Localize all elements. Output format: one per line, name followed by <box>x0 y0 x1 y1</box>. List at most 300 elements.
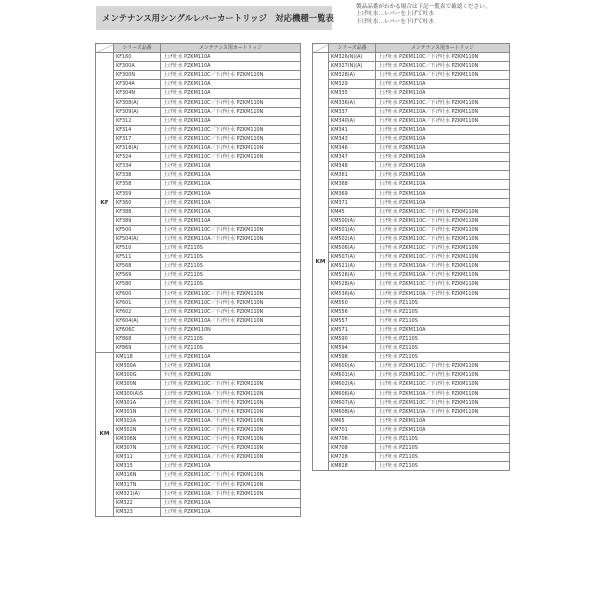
cartridge-cell: 上げ吐水 PZ110S <box>376 453 510 462</box>
table-row <box>313 425 510 434</box>
table-row <box>96 234 301 243</box>
cartridge-cell: 上げ吐水 PZKM110C／下げ吐水 PZKM110N <box>161 480 301 489</box>
series-code-cell: KF304A <box>114 80 161 89</box>
series-code-cell: KM526(A) <box>329 271 376 280</box>
cartridge-cell: 上げ吐水 PZKM110A <box>161 89 301 98</box>
series-code-cell: KF334 <box>114 162 161 171</box>
cartridge-cell: 上げ吐水 PZ110S <box>376 335 510 344</box>
cartridge-cell: 上げ吐水 PZKM110A <box>376 125 510 134</box>
series-code-cell: KM341 <box>329 125 376 134</box>
cartridge-cell: 上げ吐水 PZKM110A <box>376 144 510 153</box>
table-row <box>313 198 510 207</box>
table-row <box>96 353 301 362</box>
cartridge-cell: 上げ吐水 PZKM110A <box>161 162 301 171</box>
cartridge-cell: 上げ吐水 PZKM110A <box>376 162 510 171</box>
series-code-cell: KM118 <box>114 353 161 362</box>
table-row <box>313 80 510 89</box>
series-code-cell: KM502(A) <box>329 234 376 243</box>
cartridge-cell: 上げ吐水 PZKM110C／下げ吐水 PZKM110N <box>161 98 301 107</box>
table-row <box>96 316 301 325</box>
series-code-cell: KM323 <box>114 507 161 516</box>
header-cartridge: メンテナンス用カートリッジ <box>376 44 510 53</box>
series-code-cell: KM601(A) <box>329 371 376 380</box>
series-code-cell: KF510 <box>114 244 161 253</box>
series-code-cell: KM347 <box>329 153 376 162</box>
series-code-cell: KF504(A) <box>114 234 161 243</box>
cartridge-cell: 上げ吐水 PZ110S <box>376 316 510 325</box>
series-code-cell: KM708 <box>329 444 376 453</box>
cartridge-cell: 上げ吐水 PZKM110C／下げ吐水 PZKM110N <box>376 371 510 380</box>
table-row <box>313 353 510 362</box>
table-row <box>313 244 510 253</box>
table-row <box>96 162 301 171</box>
series-group-label: KM <box>313 53 329 471</box>
series-code-cell: KM528(A) <box>329 280 376 289</box>
table-row <box>313 144 510 153</box>
table-row <box>313 234 510 243</box>
cartridge-cell: 上げ吐水 PZKM110C／下げ吐水 PZKM110N <box>376 280 510 289</box>
table-row <box>96 380 301 389</box>
table-row <box>96 280 301 289</box>
cartridge-cell: 上げ吐水 PZKM110C／下げ吐水 PZKM110N <box>161 298 301 307</box>
cartridge-cell: 上げ吐水 PZKM110A／下げ吐水 PZKM110N <box>161 453 301 462</box>
cartridge-cell: 上げ吐水 PZ110S <box>161 335 301 344</box>
series-code-cell: KF500 <box>114 225 161 234</box>
cartridge-cell: 上げ吐水 PZ110S <box>376 298 510 307</box>
series-code-cell: KF569 <box>114 271 161 280</box>
table-header-row <box>96 44 301 53</box>
series-group-label: KF <box>96 53 114 353</box>
cartridge-cell: 上げ吐水 PZKM110C／下げ吐水 PZKM110N <box>161 289 301 298</box>
series-code-cell: KM328(A) <box>329 71 376 80</box>
table-row <box>313 453 510 462</box>
series-code-cell: KM536(A) <box>329 289 376 298</box>
series-code-cell: KF358 <box>114 180 161 189</box>
table-row <box>96 98 301 107</box>
header-corner <box>313 44 329 53</box>
note-line: 上げ吐水…レバーを上げて吐水 <box>356 11 434 18</box>
right-compatibility-table <box>312 43 510 471</box>
series-code-cell: KM368 <box>329 180 376 189</box>
series-code-cell: KM301N <box>114 407 161 416</box>
series-code-cell: KM326(N)(A) <box>329 53 376 62</box>
cartridge-cell: 上げ吐水 PZKM110C／下げ吐水 PZKM110N <box>161 471 301 480</box>
series-code-cell: KF600 <box>114 289 161 298</box>
table-row <box>313 462 510 471</box>
series-code-cell: KF338 <box>114 171 161 180</box>
series-code-cell: KM302A <box>114 416 161 425</box>
cartridge-cell: 上げ吐水 PZKM110A <box>161 216 301 225</box>
cartridge-cell: 下げ吐水 PZKM110N <box>161 325 301 334</box>
cartridge-cell: 上げ吐水 PZKM110A <box>161 507 301 516</box>
series-code-cell: KF868 <box>114 335 161 344</box>
series-code-cell: KM336(A) <box>329 98 376 107</box>
series-code-cell: KF606C <box>114 325 161 334</box>
series-code-cell: KM348 <box>329 162 376 171</box>
cartridge-cell: 上げ吐水 PZKM110C／下げ吐水 PZKM110N <box>376 398 510 407</box>
series-code-cell: KM369 <box>329 189 376 198</box>
table-row <box>96 171 301 180</box>
table-row <box>313 389 510 398</box>
cartridge-cell: 上げ吐水 PZKM110C／下げ吐水 PZKM110N <box>161 71 301 80</box>
series-code-cell: KM321(A) <box>114 489 161 498</box>
table-row <box>96 407 301 416</box>
table-row <box>96 253 301 262</box>
table-row <box>96 107 301 116</box>
series-code-cell: KM600(A) <box>329 362 376 371</box>
cartridge-cell: 上げ吐水 PZ110S <box>376 435 510 444</box>
table-row <box>96 480 301 489</box>
cartridge-cell: 上げ吐水 PZKM110A／下げ吐水 PZKM110N <box>376 116 510 125</box>
cartridge-cell: 上げ吐水 PZKM110A <box>161 171 301 180</box>
cartridge-cell: 上げ吐水 PZ110S <box>376 344 510 353</box>
series-code-cell: KM608(A) <box>329 407 376 416</box>
series-code-cell: KM594 <box>329 344 376 353</box>
right-table-body <box>313 53 510 471</box>
table-row <box>96 425 301 434</box>
series-code-cell: KM317N <box>114 480 161 489</box>
table-row <box>313 62 510 71</box>
series-code-cell: KM329 <box>329 80 376 89</box>
table-row <box>313 207 510 216</box>
cartridge-cell: 上げ吐水 PZ110S <box>161 262 301 271</box>
series-code-cell: KF308(A) <box>114 98 161 107</box>
cartridge-cell: 上げ吐水 PZKM110A <box>161 353 301 362</box>
table-row <box>313 380 510 389</box>
series-code-cell: KF601 <box>114 298 161 307</box>
cartridge-cell: 上げ吐水 PZKM110C／下げ吐水 PZKM110N <box>376 98 510 107</box>
cartridge-cell: 上げ吐水 PZKM110C／下げ吐水 PZKM110N <box>376 62 510 71</box>
note-line: 下げ吐水…レバーを下げて吐水 <box>356 18 434 25</box>
table-row <box>96 244 301 253</box>
table-row <box>96 207 301 216</box>
cartridge-cell: 上げ吐水 PZKM110A <box>376 89 510 98</box>
cartridge-cell: 上げ吐水 PZKM110A <box>161 498 301 507</box>
table-row <box>313 253 510 262</box>
series-code-cell: KM300G <box>114 371 161 380</box>
series-code-cell: KF604(A) <box>114 316 161 325</box>
cartridge-cell: 上げ吐水 PZKM110C／下げ吐水 PZKM110N <box>161 134 301 143</box>
cartridge-cell: 上げ吐水 PZ110S <box>376 353 510 362</box>
header-corner <box>96 44 114 53</box>
cartridge-cell: 上げ吐水 PZKM110C／下げ吐水 PZKM110N <box>161 225 301 234</box>
series-group-label: KM <box>96 353 114 517</box>
cartridge-cell: 上げ吐水 PZKM110A <box>376 416 510 425</box>
table-row <box>313 407 510 416</box>
cartridge-cell: 上げ吐水 PZKM110A／下げ吐水 PZKM110N <box>376 107 510 116</box>
series-code-cell: KM556 <box>329 307 376 316</box>
series-code-cell: KM598 <box>329 353 376 362</box>
series-code-cell: KF580 <box>114 280 161 289</box>
table-row <box>313 307 510 316</box>
series-code-cell: KF360 <box>114 198 161 207</box>
cartridge-cell: 上げ吐水 PZKM110C／下げ吐水 PZKM110N <box>376 207 510 216</box>
table-row <box>96 471 301 480</box>
table-row <box>96 225 301 234</box>
cartridge-cell: 上げ吐水 PZ110S <box>161 253 301 262</box>
series-code-cell: KM322 <box>114 498 161 507</box>
series-code-cell: KM506(A) <box>329 244 376 253</box>
cartridge-cell: 上げ吐水 PZKM110A <box>161 80 301 89</box>
table-row <box>313 344 510 353</box>
table-row <box>313 53 510 62</box>
cartridge-cell: 上げ吐水 PZKM110C／下げ吐水 PZKM110N <box>376 244 510 253</box>
cartridge-cell: 上げ吐水 PZKM110A <box>376 325 510 334</box>
series-code-cell: KM557 <box>329 316 376 325</box>
cartridge-cell: 上げ吐水 PZKM110A <box>161 189 301 198</box>
series-code-cell: KF511 <box>114 253 161 262</box>
series-code-cell: KM606(A) <box>329 389 376 398</box>
series-code-cell: KM590 <box>329 335 376 344</box>
cartridge-cell: 上げ吐水 PZKM110C／下げ吐水 PZKM110N <box>161 307 301 316</box>
series-code-cell: KF389 <box>114 216 161 225</box>
table-row <box>96 507 301 516</box>
cartridge-cell: 上げ吐水 PZKM110C／下げ吐水 PZKM110N <box>161 425 301 434</box>
cartridge-cell: 下げ吐水 PZKM110N <box>161 371 301 380</box>
cartridge-cell: 上げ吐水 PZKM110C／下げ吐水 PZKM110N <box>376 53 510 62</box>
cartridge-cell: 上げ吐水 PZKM110A <box>376 171 510 180</box>
series-code-cell: KM306N <box>114 435 161 444</box>
series-code-cell: KM343 <box>329 134 376 143</box>
header-cartridge: メンテナンス用カートリッジ <box>161 44 301 53</box>
cartridge-cell: 上げ吐水 PZKM110A <box>161 462 301 471</box>
cartridge-cell: 上げ吐水 PZKM110A <box>376 153 510 162</box>
series-code-cell: KM501(A) <box>329 225 376 234</box>
series-code-cell: KF304N <box>114 89 161 98</box>
table-row <box>96 362 301 371</box>
cartridge-cell: 上げ吐水 PZKM110C／下げ吐水 PZKM110N <box>376 362 510 371</box>
table-row <box>96 489 301 498</box>
table-row <box>96 189 301 198</box>
series-code-cell: KF324 <box>114 153 161 162</box>
series-code-cell: KF869 <box>114 344 161 353</box>
table-row <box>96 398 301 407</box>
series-code-cell: KM311 <box>114 453 161 462</box>
series-code-cell: KM301A <box>114 398 161 407</box>
cartridge-cell: 上げ吐水 PZKM110A <box>161 62 301 71</box>
header-series: シリーズ品番 <box>114 44 161 53</box>
series-code-cell: KF602 <box>114 307 161 316</box>
table-row <box>96 416 301 425</box>
table-row <box>96 62 301 71</box>
table-row <box>96 89 301 98</box>
table-row <box>96 462 301 471</box>
table-row <box>96 444 301 453</box>
series-code-cell: KM340(A) <box>329 116 376 125</box>
series-code-cell: KM361 <box>329 171 376 180</box>
table-row <box>313 125 510 134</box>
table-row <box>313 298 510 307</box>
cartridge-cell: 上げ吐水 PZKM110A／下げ吐水 PZKM110N <box>161 489 301 498</box>
series-code-cell: KF300N <box>114 71 161 80</box>
table-row <box>313 371 510 380</box>
cartridge-cell: 上げ吐水 PZKM110A／下げ吐水 PZKM110N <box>161 416 301 425</box>
series-code-cell: KF314 <box>114 125 161 134</box>
cartridge-cell: 上げ吐水 PZKM110C／下げ吐水 PZKM110N <box>161 444 301 453</box>
table-row <box>313 116 510 125</box>
series-code-cell: KM335 <box>329 89 376 98</box>
table-row <box>313 180 510 189</box>
table-row <box>96 453 301 462</box>
left-table-body <box>96 53 301 517</box>
series-code-cell: KM828 <box>329 462 376 471</box>
table-row <box>96 298 301 307</box>
table-row <box>313 216 510 225</box>
table-row <box>96 389 301 398</box>
cartridge-cell: 上げ吐水 PZKM110C／下げ吐水 PZKM110N <box>376 380 510 389</box>
cartridge-cell: 上げ吐水 PZKM110A／下げ吐水 PZKM110N <box>161 398 301 407</box>
table-row <box>96 216 301 225</box>
cartridge-cell: 上げ吐水 PZKM110A／下げ吐水 PZKM110N <box>161 144 301 153</box>
usage-note <box>356 4 600 26</box>
table-row <box>96 325 301 334</box>
series-code-cell: KF388 <box>114 207 161 216</box>
series-code-cell: KM346 <box>329 144 376 153</box>
cartridge-cell: 上げ吐水 PZKM110A <box>161 362 301 371</box>
cartridge-cell: 上げ吐水 PZKM110A <box>161 180 301 189</box>
table-row <box>313 316 510 325</box>
cartridge-cell: 上げ吐水 PZKM110A <box>161 116 301 125</box>
cartridge-cell: 上げ吐水 PZ110S <box>376 462 510 471</box>
table-row <box>313 89 510 98</box>
series-code-cell: KM571 <box>329 325 376 334</box>
cartridge-cell: 上げ吐水 PZKM110A <box>376 180 510 189</box>
table-row <box>313 153 510 162</box>
series-code-cell: KF160 <box>114 53 161 62</box>
cartridge-cell: 上げ吐水 PZ110S <box>161 244 301 253</box>
series-code-cell: KM300A <box>114 362 161 371</box>
table-row <box>313 107 510 116</box>
series-code-cell: KM307N <box>114 444 161 453</box>
series-code-cell: KM300(A)S <box>114 389 161 398</box>
table-row <box>313 98 510 107</box>
series-code-cell: KF300A <box>114 62 161 71</box>
cartridge-cell: 上げ吐水 PZ110S <box>161 280 301 289</box>
table-row <box>313 262 510 271</box>
cartridge-cell: 上げ吐水 PZKM110A <box>161 198 301 207</box>
table-row <box>313 71 510 80</box>
cartridge-cell: 上げ吐水 PZKM110C／下げ吐水 PZKM110N <box>376 225 510 234</box>
series-code-cell: KM315 <box>114 462 161 471</box>
note-line: 製品品番がわかる場合は下記一覧表で確認ください。 <box>356 4 491 10</box>
cartridge-cell: 上げ吐水 PZKM110C／下げ吐水 PZKM110N <box>161 125 301 134</box>
table-row <box>313 416 510 425</box>
cartridge-cell: 上げ吐水 PZKM110A／下げ吐水 PZKM110N <box>161 234 301 243</box>
cartridge-cell: 上げ吐水 PZKM110C／下げ吐水 PZKM110N <box>376 253 510 262</box>
table-row <box>96 289 301 298</box>
cartridge-cell: 上げ吐水 PZKM110C／下げ吐水 PZKM110N <box>161 380 301 389</box>
series-code-cell: KM728 <box>329 453 376 462</box>
table-row <box>313 134 510 143</box>
title-banner <box>96 6 332 30</box>
cartridge-cell: 上げ吐水 PZKM110A／下げ吐水 PZKM110N <box>376 262 510 271</box>
cartridge-cell: 上げ吐水 PZKM110C／下げ吐水 PZKM110N <box>376 216 510 225</box>
table-row <box>313 398 510 407</box>
cartridge-cell: 上げ吐水 PZKM110A／下げ吐水 PZKM110N <box>376 289 510 298</box>
series-code-cell: KM550 <box>329 298 376 307</box>
header-series: シリーズ品番 <box>329 44 376 53</box>
cartridge-cell: 上げ吐水 PZKM110A <box>376 80 510 89</box>
series-code-cell: KF312 <box>114 116 161 125</box>
series-code-cell: KF568 <box>114 262 161 271</box>
table-row <box>96 344 301 353</box>
series-code-cell: KM300N <box>114 380 161 389</box>
table-row <box>96 435 301 444</box>
cartridge-cell: 上げ吐水 PZKM110A <box>161 207 301 216</box>
series-code-cell: KM316N <box>114 471 161 480</box>
table-row <box>96 262 301 271</box>
series-code-cell: KF359 <box>114 189 161 198</box>
cartridge-cell: 上げ吐水 PZKM110A <box>376 198 510 207</box>
series-code-cell: KM602(A) <box>329 380 376 389</box>
cartridge-cell: 上げ吐水 PZKM110A／下げ吐水 PZKM110N <box>376 389 510 398</box>
cartridge-cell: 上げ吐水 PZKM110A <box>376 189 510 198</box>
series-code-cell: KM507(A) <box>329 253 376 262</box>
series-code-cell: KM45 <box>329 207 376 216</box>
cartridge-cell: 上げ吐水 PZKM110A／下げ吐水 PZKM110N <box>376 271 510 280</box>
cartridge-cell: 上げ吐水 PZKM110A <box>161 53 301 62</box>
cartridge-cell: 上げ吐水 PZKM110A／下げ吐水 PZKM110N <box>161 407 301 416</box>
table-row <box>313 435 510 444</box>
series-code-cell: KM302N <box>114 425 161 434</box>
table-row <box>96 180 301 189</box>
cartridge-cell: 上げ吐水 PZ110S <box>161 271 301 280</box>
cartridge-cell: 上げ吐水 PZKM110C／下げ吐水 PZKM110N <box>161 435 301 444</box>
series-code-cell: KM701 <box>329 425 376 434</box>
series-code-cell: KF318(A) <box>114 144 161 153</box>
cartridge-cell: 上げ吐水 PZKM110A／下げ吐水 PZKM110N <box>161 389 301 398</box>
series-code-cell: KF309(A) <box>114 107 161 116</box>
table-row <box>96 335 301 344</box>
table-row <box>313 335 510 344</box>
series-code-cell: KM65 <box>329 416 376 425</box>
table-row <box>96 144 301 153</box>
series-code-cell: KM706 <box>329 435 376 444</box>
cartridge-cell: 上げ吐水 PZ110S <box>376 307 510 316</box>
table-row <box>96 371 301 380</box>
table-row <box>96 116 301 125</box>
table-row <box>313 189 510 198</box>
table-row <box>313 225 510 234</box>
table-row <box>313 325 510 334</box>
cartridge-cell: 上げ吐水 PZ110S <box>376 444 510 453</box>
table-row <box>313 271 510 280</box>
table-row <box>313 171 510 180</box>
cartridge-cell: 上げ吐水 PZ110S <box>161 344 301 353</box>
cartridge-cell: 上げ吐水 PZKM110A <box>376 134 510 143</box>
table-row <box>96 125 301 134</box>
cartridge-cell: 上げ吐水 PZKM110A／下げ吐水 PZKM110N <box>161 316 301 325</box>
table-row <box>96 53 301 62</box>
cartridge-cell: 上げ吐水 PZKM110A <box>376 425 510 434</box>
table-row <box>96 498 301 507</box>
table-row <box>96 80 301 89</box>
cartridge-cell: 上げ吐水 PZKM110A／下げ吐水 PZKM110N <box>161 107 301 116</box>
cartridge-cell: 上げ吐水 PZKM110A／下げ吐水 PZKM110N <box>376 71 510 80</box>
table-row <box>313 289 510 298</box>
series-code-cell: KM607(A) <box>329 398 376 407</box>
series-code-cell: KM371 <box>329 198 376 207</box>
series-code-cell: KF317 <box>114 134 161 143</box>
table-row <box>96 134 301 143</box>
table-header-row <box>313 44 510 53</box>
series-code-cell: KM327(N)(A) <box>329 62 376 71</box>
cartridge-cell: 上げ吐水 PZKM110C／下げ吐水 PZKM110N <box>161 153 301 162</box>
page-title: メンテナンス用シングルレバーカートリッジ 対応機種一覧表 <box>102 13 334 23</box>
left-compatibility-table <box>95 43 301 517</box>
table-row <box>96 71 301 80</box>
table-row <box>313 444 510 453</box>
